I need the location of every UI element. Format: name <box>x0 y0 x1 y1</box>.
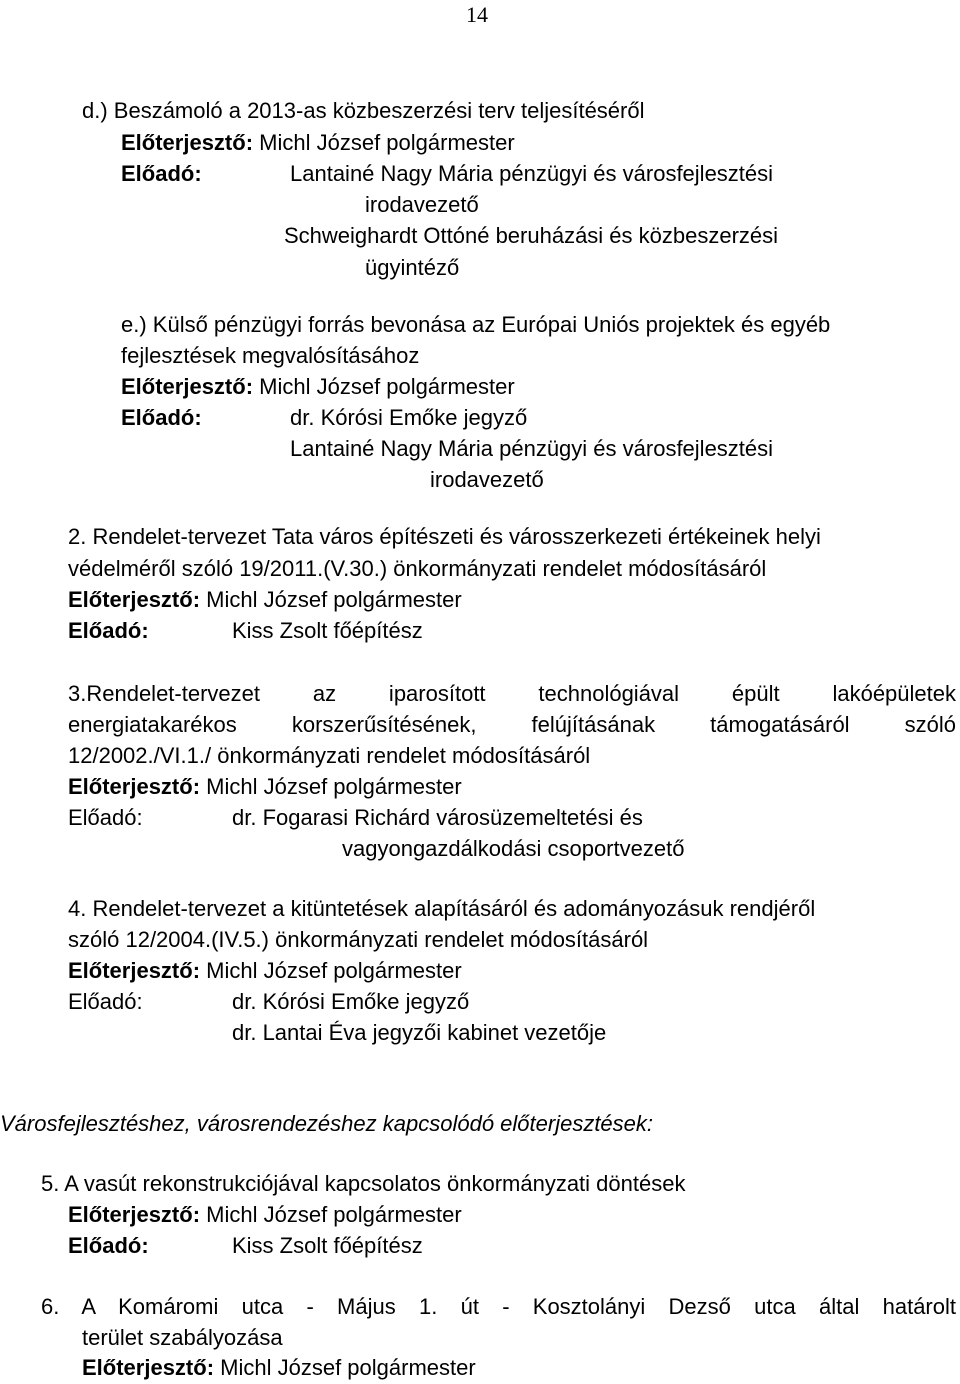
presenter-name: Michl József polgármester <box>259 374 515 399</box>
presenter-label: Előterjesztő: <box>68 958 201 983</box>
presenter-label: Előterjesztő: <box>68 587 201 612</box>
speaker-name: Kiss Zsolt főépítész <box>232 1233 423 1258</box>
agenda-item-e-title: e.) Külső pénzügyi forrás bevonása az Európai Uniós projektek és egyéb <box>121 312 831 337</box>
agenda-item-2-presenter <box>68 587 462 613</box>
agenda-item-5-presenter <box>68 1202 462 1228</box>
presenter-label: Előterjesztő: <box>68 774 201 799</box>
presenter-name: Michl József polgármester <box>206 774 462 799</box>
speaker-name: ügyintéző <box>365 255 460 280</box>
presenter-name: Michl József polgármester <box>220 1355 476 1380</box>
speaker-name: dr. Lantai Éva jegyzői kabinet vezetője <box>232 1020 607 1045</box>
agenda-item-4-title: 4. Rendelet-tervezet a kitüntetések alapításáról és adományozásuk rendjéről <box>68 896 816 921</box>
agenda-item-3-title: energiatakarékos korszerűsítésének, felújításának támogatásáról szóló <box>68 712 956 737</box>
speaker-name: dr. Kórósi Emőke jegyző <box>290 405 528 430</box>
agenda-item-d-title: d.) Beszámoló a 2013-as közbeszerzési terv teljesítéséről <box>82 98 645 123</box>
speaker-label: Előadó: <box>68 618 149 643</box>
agenda-item-e-title: fejlesztések megvalósításához <box>121 343 420 368</box>
speaker-name: Lantainé Nagy Mária pénzügyi és városfejlesztési <box>290 161 774 186</box>
speaker-name: Kiss Zsolt főépítész <box>232 618 423 643</box>
presenter-name: Michl József polgármester <box>206 1202 462 1227</box>
presenter-name: Michl József polgármester <box>206 587 462 612</box>
agenda-item-6-presenter <box>82 1355 476 1381</box>
presenter-label: Előterjesztő: <box>82 1355 215 1380</box>
speaker-label: Előadó: <box>68 989 143 1014</box>
presenter-label: Előterjesztő: <box>121 130 254 155</box>
agenda-item-e-presenter <box>121 374 515 400</box>
speaker-name: irodavezető <box>365 192 479 217</box>
agenda-item-2-title: 2. Rendelet-tervezet Tata város építészeti és városszerkezeti értékeinek helyi <box>68 524 821 549</box>
speaker-label: Előadó: <box>121 405 202 430</box>
speaker-name: Lantainé Nagy Mária pénzügyi és városfejlesztési <box>290 436 774 461</box>
speaker-name: dr. Fogarasi Richárd városüzemeltetési és <box>232 805 643 830</box>
agenda-item-4-title: szóló 12/2004.(IV.5.) önkormányzati rendelet módosításáról <box>68 927 649 952</box>
agenda-item-d-presenter <box>121 130 515 156</box>
section-heading: Városfejlesztéshez, városrendezéshez kapcsolódó előterjesztések: <box>0 1111 654 1136</box>
presenter-label: Előterjesztő: <box>121 374 254 399</box>
agenda-item-4-presenter <box>68 958 462 984</box>
agenda-item-2-title: védelméről szóló 19/2011.(V.30.) önkormányzati rendelet módosításáról <box>68 556 767 581</box>
presenter-name: Michl József polgármester <box>206 958 462 983</box>
page-number: 14 <box>466 2 488 27</box>
presenter-label: Előterjesztő: <box>68 1202 201 1227</box>
speaker-name: irodavezető <box>430 467 544 492</box>
agenda-item-6-title: 6. A Komáromi utca - Május 1. út - Kosztolányi Dezső utca által határolt <box>41 1294 956 1319</box>
speaker-label: Előadó: <box>68 1233 149 1258</box>
agenda-item-3-title: 3.Rendelet-tervezet az iparosított technológiával épült lakóépületek <box>68 681 956 706</box>
speaker-label: Előadó: <box>68 805 143 830</box>
agenda-item-5-title: 5. A vasút rekonstrukciójával kapcsolatos önkormányzati döntések <box>41 1171 686 1196</box>
presenter-name: Michl József polgármester <box>259 130 515 155</box>
agenda-item-6-title: terület szabályozása <box>82 1325 283 1350</box>
speaker-label: Előadó: <box>121 161 202 186</box>
speaker-name: vagyongazdálkodási csoportvezető <box>342 836 685 861</box>
agenda-item-3-presenter <box>68 774 462 800</box>
speaker-name: Schweighardt Ottóné beruházási és közbeszerzési <box>284 223 779 248</box>
speaker-name: dr. Kórósi Emőke jegyző <box>232 989 470 1014</box>
agenda-item-3-title: 12/2002./VI.1./ önkormányzati rendelet módosításáról <box>68 743 591 768</box>
